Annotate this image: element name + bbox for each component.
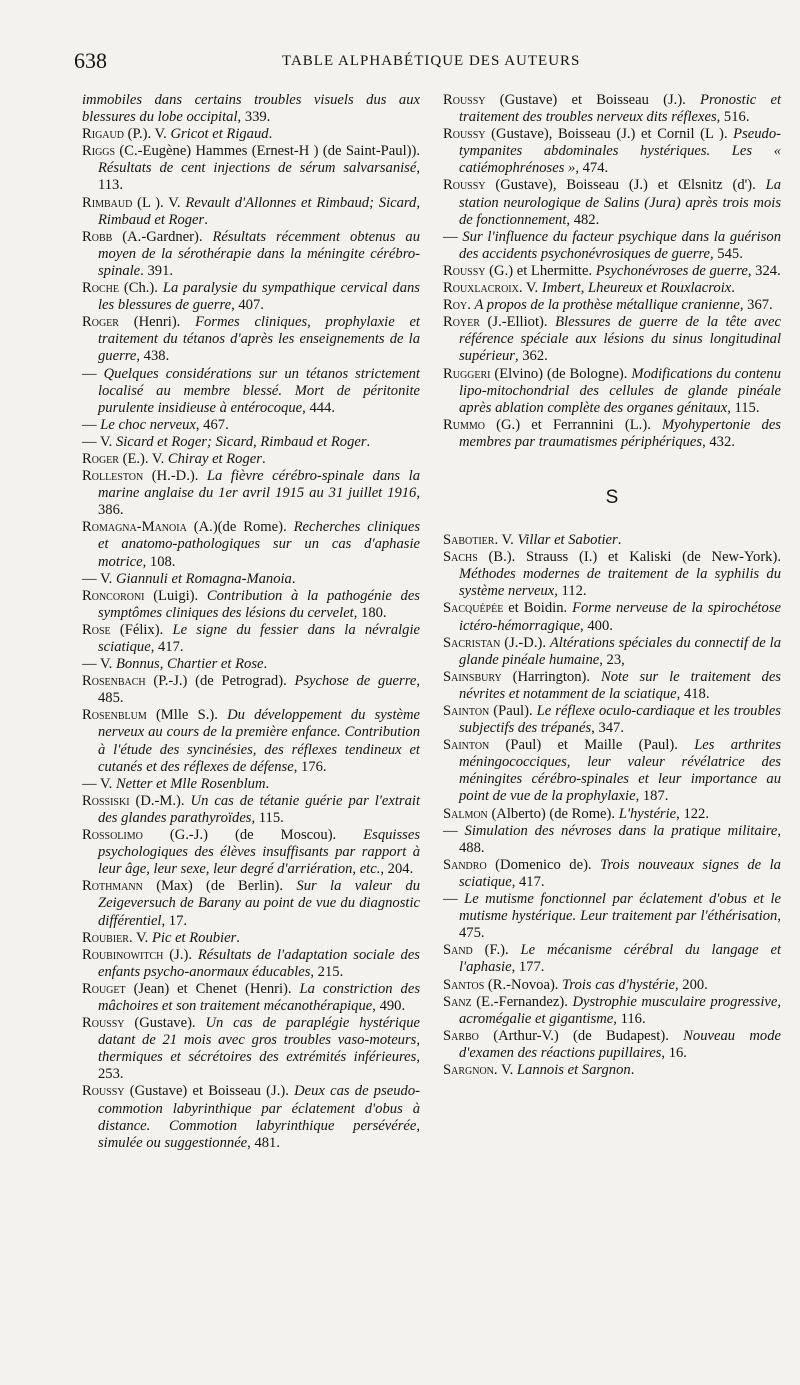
- entry-page-ref: , 488.: [459, 822, 781, 856]
- entry-authors: (Paul).: [489, 703, 537, 719]
- entry-authors: (B.). Strauss (I.) et Kaliski (de New-York).: [477, 549, 781, 566]
- author-name: Roussy: [82, 1015, 125, 1032]
- author-name: Santos: [443, 976, 485, 993]
- page-number: 638: [74, 48, 107, 73]
- index-entry: [443, 600, 781, 634]
- entry-title: Forme nerveuse de la spirochétose ictéro-hémorragique: [459, 600, 781, 634]
- index-entry: [82, 776, 420, 793]
- entry-authors: (Gustave), Boisseau (J.) et Cornil (L ).: [485, 126, 734, 143]
- author-name: Sandro: [443, 856, 487, 873]
- index-entry: [82, 280, 420, 314]
- entry-title: Pic et Roubier: [151, 929, 237, 946]
- entry-page-ref: , 187.: [635, 788, 669, 805]
- entry-title: Revault d'Allonnes et Rimbaud; Sicard, Rimbaud et Roger: [98, 194, 420, 228]
- entry-page-ref: , 490.: [372, 997, 406, 1014]
- entry-title: Dystrophie musculaire progressive, acromégalie et gigantisme: [459, 993, 781, 1027]
- entry-page-ref: , 417.: [150, 639, 184, 655]
- entry-title: Sur l'influence du facteur psychique dans la guérison des accidents psychonévrosiques de guerre: [459, 228, 781, 262]
- left-column: [82, 92, 420, 1152]
- index-entry: [443, 314, 781, 365]
- index-entry: [82, 707, 420, 775]
- index-entry: [82, 1083, 420, 1151]
- index-entry: [443, 942, 781, 976]
- index-entry: [82, 126, 420, 143]
- entry-authors: (G.) et Ferrannini (L.).: [484, 416, 663, 433]
- entry-page-ref: , 200.: [674, 976, 708, 993]
- entry-title: La constriction des mâchoires et son traitement mécanothérapique: [98, 980, 421, 1014]
- entry-page-ref: .: [366, 433, 371, 450]
- index-entry: [82, 1015, 420, 1083]
- entry-page-ref: , 113.: [98, 160, 420, 194]
- author-name: Ruggeri: [443, 365, 491, 382]
- entry-title: Blessures de guerre de la tête avec référence spéciale aux lésions du sinus longitudinal supérieur: [459, 314, 781, 365]
- author-name: Sainsbury: [443, 668, 502, 685]
- author-name: Roussy: [443, 177, 486, 194]
- index-entry: [82, 878, 420, 929]
- entry-authors: . V.: [518, 280, 542, 297]
- entry-authors: (Jean) et Chenet (Henri).: [125, 980, 300, 997]
- entry-title: Gricot et Rigaud: [170, 126, 269, 143]
- author-name: Riggs: [82, 143, 116, 160]
- entry-title: Contribution à la pathogénie des symptômes cliniques des lésions du cervelet: [98, 587, 420, 621]
- entry-page-ref: , 324.: [747, 262, 781, 279]
- entry-authors: (A.-Gardner).: [112, 228, 213, 245]
- entry-title: Lannois et Sargnon: [516, 1061, 631, 1078]
- running-title: TABLE ALPHABÉTIQUE DES AUTEURS: [282, 53, 581, 69]
- entry-title: Le mécanisme cérébral du langage et l'aphasie: [459, 942, 781, 976]
- author-name: Rose: [82, 621, 111, 638]
- index-entry: [82, 468, 420, 519]
- entry-authors: — V.: [82, 656, 116, 673]
- entry-authors: (P.-J.) (de Petrograd).: [145, 673, 295, 690]
- entry-authors: — V.: [82, 570, 116, 587]
- index-entry: [443, 417, 781, 451]
- entry-title: Quelques considérations sur un tétanos strictement localisé au membre blessé. Mort de péritonite purulente insidieuse à entérocoque: [98, 365, 420, 416]
- entry-authors: —: [443, 228, 463, 245]
- entry-title: Du développement du système nerveux au cours de la première enfance. Contribution à l'étude des syncinésies, des réflexes tendineux et cutanés et des réflexes de défense: [98, 707, 420, 775]
- author-name: Sarbo: [443, 1027, 479, 1044]
- entry-page-ref: .: [731, 280, 735, 297]
- entry-page-ref: .: [236, 929, 240, 946]
- author-name: Robb: [82, 228, 113, 245]
- entry-page-ref: , 481.: [247, 1134, 280, 1151]
- author-name: Roncoroni: [82, 587, 145, 604]
- entry-page-ref: , 400.: [580, 617, 613, 634]
- entry-page-ref: .: [265, 775, 270, 792]
- entry-page-ref: , 17.: [161, 912, 188, 929]
- entry-authors: (C.-Eugène) Hammes (Ernest-H ) (de Saint-Paul)).: [115, 143, 420, 160]
- entry-page-ref: , 177.: [511, 959, 545, 976]
- entry-title: immobiles dans certains troubles visuels dus aux blessures du lobe occipital: [82, 92, 420, 126]
- entry-title: Netter et Mlle Rosenblum: [115, 775, 266, 792]
- index-entry: [82, 622, 420, 656]
- index-entry: [82, 195, 420, 229]
- entry-title: La fièvre cérébro-spinale dans la marine anglaise du 1er avril 1915 au 31 juillet 1916: [98, 468, 420, 502]
- entry-authors: (Gustave), Boisseau (J.) et Œlsnitz (d').: [485, 177, 766, 194]
- index-entry: [443, 177, 781, 228]
- entry-page-ref: , 417.: [511, 873, 545, 890]
- entry-authors: .: [467, 297, 475, 314]
- entry-authors: (G.-J.) (de Moscou).: [142, 827, 364, 844]
- author-name: Sainton: [443, 737, 490, 754]
- entry-page-ref: , 115.: [727, 399, 760, 416]
- entry-page-ref: , 122.: [676, 805, 709, 822]
- index-entry: [443, 977, 781, 994]
- index-entry: [443, 994, 781, 1028]
- entry-authors: (F.).: [472, 942, 521, 959]
- index-entry: [443, 297, 781, 314]
- entry-page-ref: , 474.: [575, 160, 609, 177]
- author-name: Roussy: [443, 126, 486, 143]
- author-name: Roubinowitch: [82, 946, 164, 963]
- entry-page-ref: , 407.: [231, 297, 264, 314]
- entry-title: Pronostic et traitement des troubles nerveux dits réflexes: [459, 92, 781, 126]
- entry-authors: (H.-D.).: [143, 468, 207, 485]
- entry-title: Pseudo-tympanites abdominales hystériques. Les « catiémophrénoses »: [459, 126, 781, 177]
- entry-title: Le signe du fessier dans la névralgie sciatique: [98, 621, 420, 655]
- index-entry: [443, 92, 781, 126]
- section-letter: S: [605, 486, 619, 508]
- author-name: Sacquépée: [443, 600, 504, 617]
- entry-page-ref: , 176.: [293, 758, 327, 775]
- author-name: Roger: [82, 314, 119, 331]
- entry-authors: (Harrington).: [501, 668, 601, 685]
- index-entry: [443, 703, 781, 737]
- entry-title: Giannuli et Romagna-Manoia: [115, 570, 292, 587]
- entry-title: Esquisses psychologiques des élèves insuffisants par rapport à leur âge, leur sexe, leur degré d'arriération, etc.: [98, 827, 420, 878]
- entry-title: Myohypertonie des membres par traumatismes périphériques: [459, 416, 781, 450]
- entry-title: L'hystérie: [618, 805, 677, 822]
- author-name: Rummo: [443, 416, 485, 433]
- index-entry: [82, 92, 420, 126]
- index-entry: [443, 737, 781, 805]
- entry-page-ref: , 112.: [554, 583, 587, 600]
- index-entry: [443, 263, 781, 280]
- entry-authors: et Boidin.: [503, 600, 573, 617]
- entry-title: Imbert, Lheureux et Rouxlacroix: [541, 280, 732, 297]
- entry-page-ref: , 418.: [676, 685, 710, 702]
- entry-authors: (P.). V.: [123, 126, 171, 143]
- index-entry: [82, 143, 420, 194]
- author-name: Rosenbach: [82, 673, 146, 690]
- entry-title: Résultats de cent injections de sérum salvarsanisé: [98, 160, 417, 177]
- entry-title: Les arthrites méningococciques, leur valeur révélatrice des méningites cérébro-spinales et leur importance au point de vue de la prophylaxie: [459, 737, 781, 805]
- entry-authors: —: [443, 822, 465, 839]
- author-name: Rouget: [82, 980, 126, 997]
- entry-authors: (Gustave) et Boisseau (J.).: [485, 92, 701, 108]
- index-entry: [443, 229, 781, 263]
- entry-page-ref: , 362.: [514, 348, 548, 365]
- entry-authors: . V.: [493, 1061, 517, 1078]
- entry-authors: (Domenico de).: [486, 856, 601, 873]
- index-entry: [82, 571, 420, 588]
- entry-title: Sur la valeur du Zeigeversuch de Barany au point de vue du diagnostic différentiel: [98, 878, 421, 929]
- entry-page-ref: , 180.: [353, 604, 387, 621]
- entry-title: Trois nouveaux signes de la sciatique: [459, 856, 781, 890]
- author-name: Roubier: [82, 929, 129, 946]
- entry-title: Simulation des névroses dans la pratique militaire: [464, 822, 778, 839]
- author-name: Roy: [443, 297, 468, 314]
- index-entry: [82, 366, 420, 417]
- entry-title: Modifications du contenu lipo-mitochondrial des cellules de glande pinéale après ablation complète des organes génitaux: [459, 365, 781, 416]
- author-name: Romagna-Manoia: [82, 519, 187, 536]
- index-entry: [443, 1062, 781, 1079]
- entry-authors: (Henri).: [118, 314, 196, 331]
- entry-authors: (A.)(de Rome).: [186, 519, 294, 536]
- entry-authors: (Gustave) et Boisseau (J.).: [124, 1083, 295, 1100]
- entry-authors: —: [443, 891, 465, 908]
- entry-authors: . V.: [494, 532, 518, 549]
- author-name: Roche: [82, 280, 119, 297]
- index-entry: [82, 947, 420, 981]
- index-entry: [443, 891, 781, 942]
- entry-title: Nouveau mode d'examen des réactions pupillaires: [459, 1027, 781, 1061]
- entry-authors: (J.).: [163, 946, 198, 963]
- entry-page-ref: , 253.: [98, 1049, 420, 1083]
- entry-authors: (Mlle S.).: [146, 707, 228, 724]
- entry-page-ref: .: [204, 211, 208, 228]
- author-name: Rothmann: [82, 878, 143, 895]
- author-name: Sand: [443, 942, 473, 959]
- index-entry: [82, 793, 420, 827]
- entry-page-ref: .: [617, 532, 622, 549]
- entry-page-ref: .: [291, 570, 296, 587]
- entry-title: Le mutisme fonctionnel par éclatement d'obus et le mutisme hystérique. Leur traitement par l'éthérisation: [459, 891, 781, 925]
- entry-authors: (J.-D.).: [500, 634, 550, 651]
- entry-authors: (R.-Novoa).: [484, 976, 563, 993]
- entry-authors: (Arthur-V.) (de Budapest).: [478, 1027, 684, 1044]
- author-name: Roussy: [443, 262, 486, 279]
- entry-authors: (G.) et Lhermitte.: [485, 262, 596, 279]
- author-name: Rosenblum: [82, 707, 147, 724]
- author-name: Sanz: [443, 993, 472, 1010]
- entry-page-ref: .: [630, 1061, 635, 1078]
- entry-authors: (E.-Fernandez).: [471, 993, 573, 1010]
- author-name: Rigaud: [82, 126, 124, 143]
- entry-page-ref: , 339.: [237, 109, 271, 126]
- author-name: Royer: [443, 314, 480, 331]
- author-name: Roussy: [443, 92, 486, 108]
- index-entry: [443, 549, 781, 600]
- index-entry: [82, 417, 420, 434]
- index-entry: [82, 656, 420, 673]
- entry-page-ref: .: [268, 126, 273, 143]
- index-entry: [82, 451, 420, 468]
- entry-page-ref: , 16.: [661, 1044, 687, 1061]
- index-entry: [82, 981, 420, 1015]
- entry-page-ref: , 467.: [195, 416, 229, 433]
- entry-title: Psychose de guerre: [294, 673, 417, 690]
- author-name: Roussy: [82, 1083, 125, 1100]
- entry-title: Trois cas d'hystérie: [562, 976, 675, 993]
- entry-page-ref: , 108.: [142, 553, 176, 570]
- entry-authors: . V.: [128, 929, 152, 946]
- entry-authors: (E.). V.: [118, 450, 168, 467]
- author-name: Rossolimo: [82, 827, 143, 844]
- entry-page-ref: , 516.: [716, 109, 750, 126]
- entry-authors: — V.: [82, 433, 116, 450]
- entry-title: Méthodes modernes de traitement de la syphilis du système nerveux: [459, 566, 781, 600]
- entry-page-ref: , 215.: [310, 963, 344, 980]
- author-name: Sachs: [443, 549, 478, 566]
- index-entry: [82, 519, 420, 570]
- entry-title: Un cas de tétanie guérie par l'extrait des glandes parathyroïdes: [98, 792, 420, 826]
- entry-page-ref: , 545.: [710, 245, 743, 262]
- entry-page-ref: , 432.: [702, 433, 735, 450]
- index-entry: [443, 669, 781, 703]
- author-name: Roger: [82, 450, 119, 467]
- entry-page-ref: , 367.: [739, 297, 773, 314]
- entry-title: Villar et Sabotier: [517, 532, 618, 549]
- entry-title: La station neurologique de Salins (Jura) après trois mois de fonctionnement: [459, 177, 781, 228]
- entry-authors: — V.: [82, 775, 116, 792]
- entry-title: Altérations spéciales du connectif de la glande pinéale humaine: [459, 634, 781, 668]
- index-entry: [443, 1028, 781, 1062]
- author-name: Sainton: [443, 703, 490, 719]
- author-name: Rimbaud: [82, 194, 133, 211]
- author-name: Rouxlacroix: [443, 280, 519, 297]
- entry-page-ref: , 482.: [566, 211, 600, 228]
- entry-page-ref: .: [261, 450, 266, 467]
- entry-title: Le choc nerveux: [100, 416, 196, 433]
- entry-authors: (Ch.).: [118, 280, 163, 297]
- index-entry: [82, 588, 420, 622]
- entry-title: Bonnus, Chartier et Rose: [115, 656, 264, 673]
- author-name: Sacristan: [443, 634, 501, 651]
- right-column: [443, 92, 781, 1079]
- entry-page-ref: , 347.: [591, 720, 624, 737]
- entry-page-ref: , 444.: [302, 399, 335, 416]
- index-entry: [82, 827, 420, 878]
- entry-title: Psychonévroses de guerre: [595, 262, 748, 279]
- entry-title: Un cas de paraplégie hystérique datant de 21 mois avec gros troubles vaso-moteurs, thermiques et sécrétoires des extrémités inférieures: [98, 1015, 420, 1066]
- author-name: Rossiski: [82, 792, 130, 809]
- index-entry: [82, 930, 420, 947]
- entry-authors: (Alberto) (de Rome).: [487, 805, 619, 822]
- index-entry: [82, 314, 420, 365]
- entry-page-ref: , 386.: [98, 485, 420, 519]
- entry-authors: —: [82, 416, 101, 433]
- entry-authors: (Luigi).: [144, 587, 207, 604]
- entry-authors: (Gustave).: [124, 1015, 206, 1032]
- entry-title: La paralysie du sympathique cervical dans les blessures de guerre: [98, 280, 420, 314]
- entry-title: Deux cas de pseudo-commotion labyrinthique par éclatement d'obus à distance. Commotion labyrinthique persévérée, simulée ou suggestionnée: [98, 1083, 420, 1151]
- entry-authors: (Paul) et Maille (Paul).: [489, 737, 695, 754]
- entry-authors: (J.-Elliot).: [479, 314, 556, 331]
- entry-title: Note sur le traitement des névrites et notamment de la sciatique: [459, 668, 781, 702]
- entry-page-ref: , 204.: [380, 861, 414, 878]
- author-name: Sargnon: [443, 1061, 494, 1078]
- index-entry: [443, 806, 781, 823]
- entry-title: A propos de la prothèse métallique cranienne: [474, 297, 740, 314]
- index-entry: [82, 434, 420, 451]
- entry-page-ref: . 391.: [140, 262, 174, 279]
- entry-title: Chiray et Roger: [167, 450, 262, 467]
- entry-authors: (D.-M.).: [129, 792, 191, 809]
- index-entry: [443, 126, 781, 177]
- index-entry: [443, 366, 781, 417]
- entry-title: Le réflexe oculo-cardiaque et les troubles subjectifs des trépanés: [459, 703, 781, 737]
- entry-title: Résultats de l'adaptation sociale des enfants psycho-anormaux éducables: [98, 946, 420, 980]
- index-entry: [443, 532, 781, 549]
- entry-title: Résultats récemment obtenus au moyen de la sérothérapie dans la méningite cérébro-spinale: [98, 228, 420, 279]
- index-entry: [443, 280, 781, 297]
- index-entry: [82, 229, 420, 280]
- entry-page-ref: , 115.: [251, 809, 284, 826]
- entry-page-ref: , 475.: [459, 908, 781, 942]
- entry-page-ref: , 23,: [599, 651, 625, 668]
- entry-authors: (Elvino) (de Bologne).: [490, 365, 632, 382]
- entry-page-ref: , 116.: [613, 1010, 646, 1027]
- entry-page-ref: .: [263, 656, 268, 673]
- entry-authors: (L ). V.: [132, 194, 186, 211]
- entry-title: Recherches cliniques et anatomo-pathologiques sur un cas d'aphasie motrice: [98, 519, 420, 570]
- index-entry: [443, 635, 781, 669]
- entry-page-ref: , 485.: [98, 673, 420, 707]
- entry-title: Sicard et Roger; Sicard, Rimbaud et Roger: [115, 433, 367, 450]
- entry-authors: (Max) (de Berlin).: [142, 878, 297, 895]
- entry-page-ref: , 438.: [136, 348, 170, 365]
- index-entry: [82, 673, 420, 707]
- author-name: Sabotier: [443, 532, 495, 549]
- author-name: Rolleston: [82, 468, 144, 485]
- index-entry: [443, 857, 781, 891]
- author-name: Salmon: [443, 805, 488, 822]
- entry-authors: (Félix).: [110, 621, 173, 638]
- entry-authors: —: [82, 365, 104, 382]
- entry-title: Formes cliniques, prophylaxie et traitement du tétanos d'après les enseignements de la guerre: [98, 314, 420, 365]
- index-entry: [443, 823, 781, 857]
